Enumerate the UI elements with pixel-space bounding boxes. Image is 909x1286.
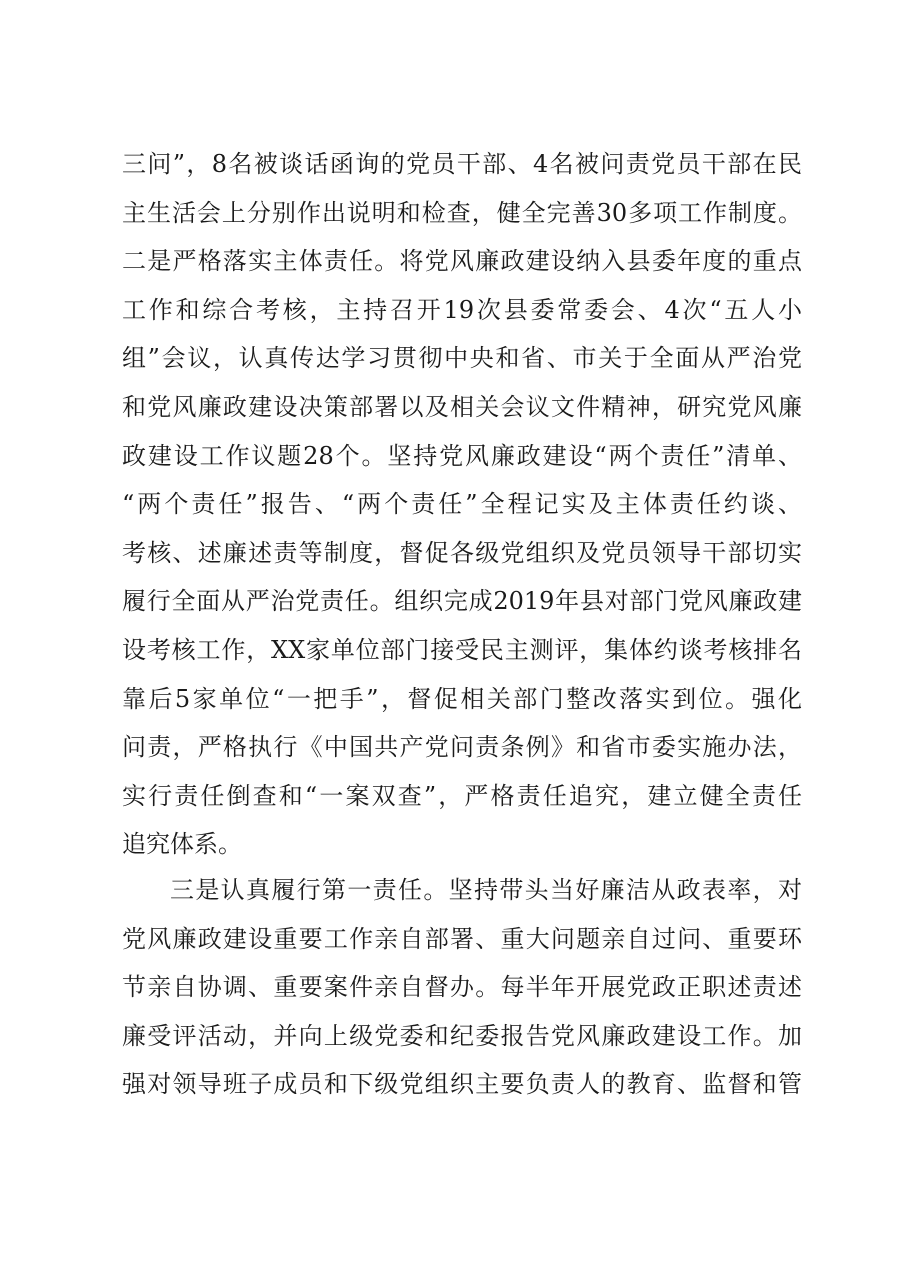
text-line: 廉受评活动，并向上级党委和纪委报告党风廉政建设工作。加: [122, 1021, 802, 1050]
text-line: 设考核工作，XX家单位部门接受民主测评，集体约谈考核排名: [122, 635, 802, 664]
text-line: 工作和综合考核，主持召开19次县委常委会、4次“五人小: [122, 295, 802, 324]
text-line: 实行责任倒查和“一案双查”，严格责任追究，建立健全责任: [122, 781, 802, 810]
text-line: 问责，严格执行《中国共产党问责条例》和省市委实施办法，: [122, 733, 802, 762]
text-line: 三问”，8名被谈话函询的党员干部、4名被问责党员干部在民: [122, 150, 802, 178]
paragraph-2: [122, 866, 802, 1109]
text-line: 政建设工作议题28个。坚持党风廉政建设“两个责任”清单、: [122, 441, 802, 470]
text-line: 二是严格落实主体责任。将党风廉政建设纳入县委年度的重点: [122, 247, 802, 276]
text-line: 靠后5家单位“一把手”，督促相关部门整改落实到位。强化: [122, 684, 802, 713]
text-line: 考核、述廉述责等制度，督促各级党组织及党员领导干部切实: [122, 538, 802, 567]
paragraph-1: [122, 140, 802, 869]
text-line: “两个责任”报告、“两个责任”全程记实及主体责任约谈、: [122, 490, 802, 519]
text-line: 节亲自协调、重要案件亲自督办。每半年开展党政正职述责述: [122, 973, 802, 1002]
text-line: 主生活会上分别作出说明和检查，健全完善30多项工作制度。: [122, 198, 802, 227]
text-line: 追究体系。: [122, 830, 242, 859]
text-line: 和党风廉政建设决策部署以及相关会议文件精神，研究党风廉: [122, 392, 802, 421]
text-line: 履行全面从严治党责任。组织完成2019年县对部门党风廉政建: [122, 587, 802, 616]
text-line: 组”会议，认真传达学习贯彻中央和省、市关于全面从严治党: [122, 344, 802, 373]
text-line: 三是认真履行第一责任。坚持带头当好廉洁从政表率，对: [170, 876, 802, 904]
text-line: 党风廉政建设重要工作亲自部署、重大问题亲自过问、重要环: [122, 924, 802, 953]
text-line: 强对领导班子成员和下级党组织主要负责人的教育、监督和管: [122, 1070, 802, 1099]
